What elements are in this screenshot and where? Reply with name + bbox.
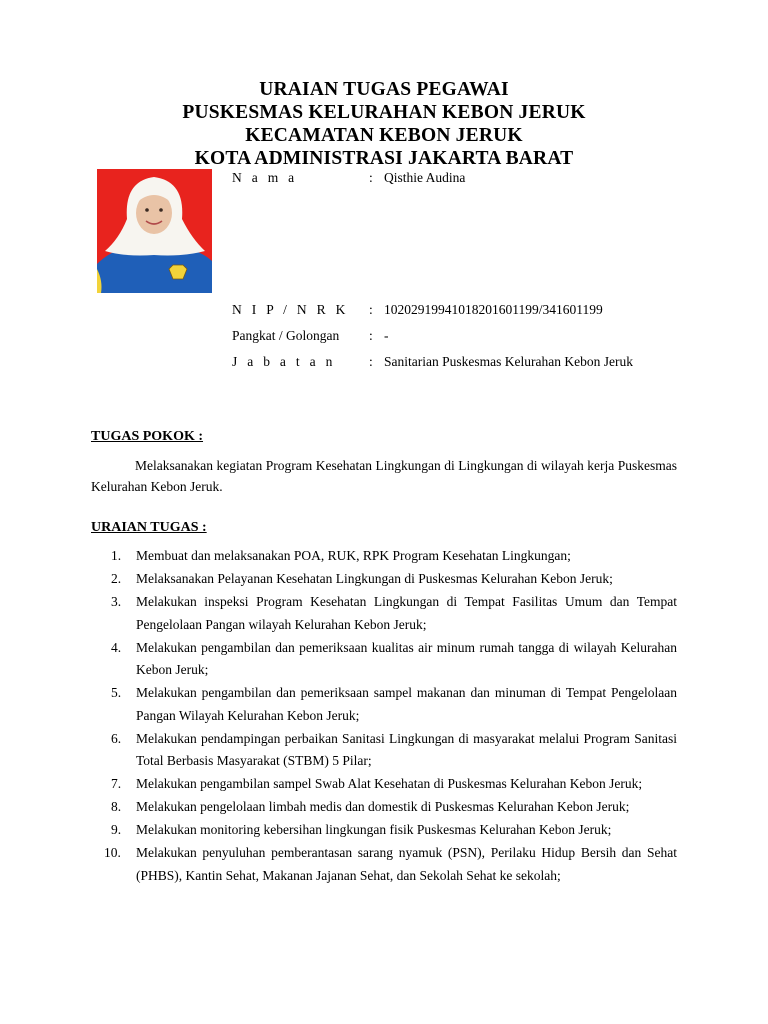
list-item-text: Melakukan pengambilan dan pemeriksaan sampel makanan dan minuman di Tempat Pengelolaan Pangan Wilayah Kelurahan Kebon Jeruk; [136, 685, 677, 723]
list-item-number: 7. [111, 776, 122, 791]
list-item-text: Melakukan pendampingan perbaikan Sanitasi Lingkungan di masyarakat melalui Program Sanitasi Total Berbasis Masyarakat (STBM) 5 Pilar; [136, 730, 677, 768]
list-item [91, 819, 677, 842]
jabatan-label: J a b a t a n [232, 354, 336, 369]
list-item-text: Melakukan pengelolaan limbah medis dan domestik di Puskesmas Kelurahan Kebon Jeruk; [136, 799, 630, 814]
list-item [91, 728, 677, 773]
nama-label: N a m a [232, 170, 298, 185]
list-item-text: Melakukan monitoring kebersihan lingkungan fisik Puskesmas Kelurahan Kebon Jeruk; [136, 822, 612, 837]
list-item-number: 1. [111, 548, 122, 563]
list-item [91, 545, 677, 568]
header-title: URAIAN TUGAS PEGAWAI [259, 79, 509, 100]
jabatan-colon: : [369, 354, 373, 369]
list-item-number: 6. [111, 730, 122, 746]
list-item-text: Melaksanakan Pelayanan Kesehatan Lingkungan di Puskesmas Kelurahan Kebon Jeruk; [136, 571, 613, 586]
list-item-text: Melakukan pengambilan sampel Swab Alat Kesehatan di Puskesmas Kelurahan Kebon Jeruk; [136, 776, 643, 791]
list-item [91, 568, 677, 591]
list-item-text: Melakukan pengambilan dan pemeriksaan kualitas air minum rumah tangga di wilayah Kelurahan Kebon Jeruk; [136, 639, 677, 677]
pangkat-value: - [384, 328, 389, 343]
pangkat-colon: : [369, 328, 373, 343]
list-item [91, 637, 677, 682]
list-item-text: Melakukan inspeksi Program Kesehatan Lingkungan di Tempat Fasilitas Umum dan Tempat Pengelolaan Pangan wilayah Kelurahan Kebon Jeruk; [136, 594, 677, 632]
list-item-number: 10. [104, 845, 121, 860]
jabatan-value: Sanitarian Puskesmas Kelurahan Kebon Jeruk [384, 354, 633, 369]
header-district: KECAMATAN KEBON JERUK [245, 125, 523, 146]
list-item-number: 2. [111, 571, 122, 586]
nama-value: Qisthie Audina [384, 170, 466, 185]
tugas-pokok-title: TUGAS POKOK : [91, 429, 204, 444]
list-item-text: Membuat dan melaksanakan POA, RUK, RPK Program Kesehatan Lingkungan; [136, 548, 571, 563]
document-header [0, 78, 768, 170]
employee-photo [97, 169, 212, 293]
nama-colon: : [369, 170, 373, 185]
list-item-number: 8. [111, 799, 122, 814]
nip-label: N I P / N R K [232, 302, 349, 317]
list-item [91, 773, 677, 796]
nip-colon: : [369, 302, 373, 317]
list-item-text: Melakukan penyuluhan pemberantasan sarang nyamuk (PSN), Perilaku Hidup Bersih dan Sehat (PHBS), Kantin Sehat, Makanan Jajanan Sehat, dan Sekolah Sehat ke sekolah; [136, 845, 677, 883]
list-item [91, 796, 677, 819]
tugas-pokok-text: Melaksanakan kegiatan Program Kesehatan Lingkungan di Lingkungan di wilayah kerja Puskesmas Kelurahan Kebon Jeruk. [91, 458, 677, 494]
list-item-number: 3. [111, 594, 122, 609]
list-item-number: 9. [111, 822, 122, 837]
portrait-illustration [97, 169, 212, 293]
uraian-tugas-title: URAIAN TUGAS : [91, 520, 207, 535]
list-item [91, 682, 677, 727]
uraian-tugas-list [91, 545, 677, 888]
nip-value: 10202919941018201601199/341601199 [384, 302, 603, 317]
tugas-pokok-paragraph [91, 455, 677, 497]
list-item-number: 4. [111, 639, 122, 655]
list-item [91, 842, 677, 887]
list-item [91, 591, 677, 636]
header-institution: PUSKESMAS KELURAHAN KEBON JERUK [182, 102, 586, 123]
pangkat-label: Pangkat / Golongan [232, 328, 340, 343]
list-item-number: 5. [111, 685, 122, 700]
header-city: KOTA ADMINISTRASI JAKARTA BARAT [194, 148, 574, 169]
